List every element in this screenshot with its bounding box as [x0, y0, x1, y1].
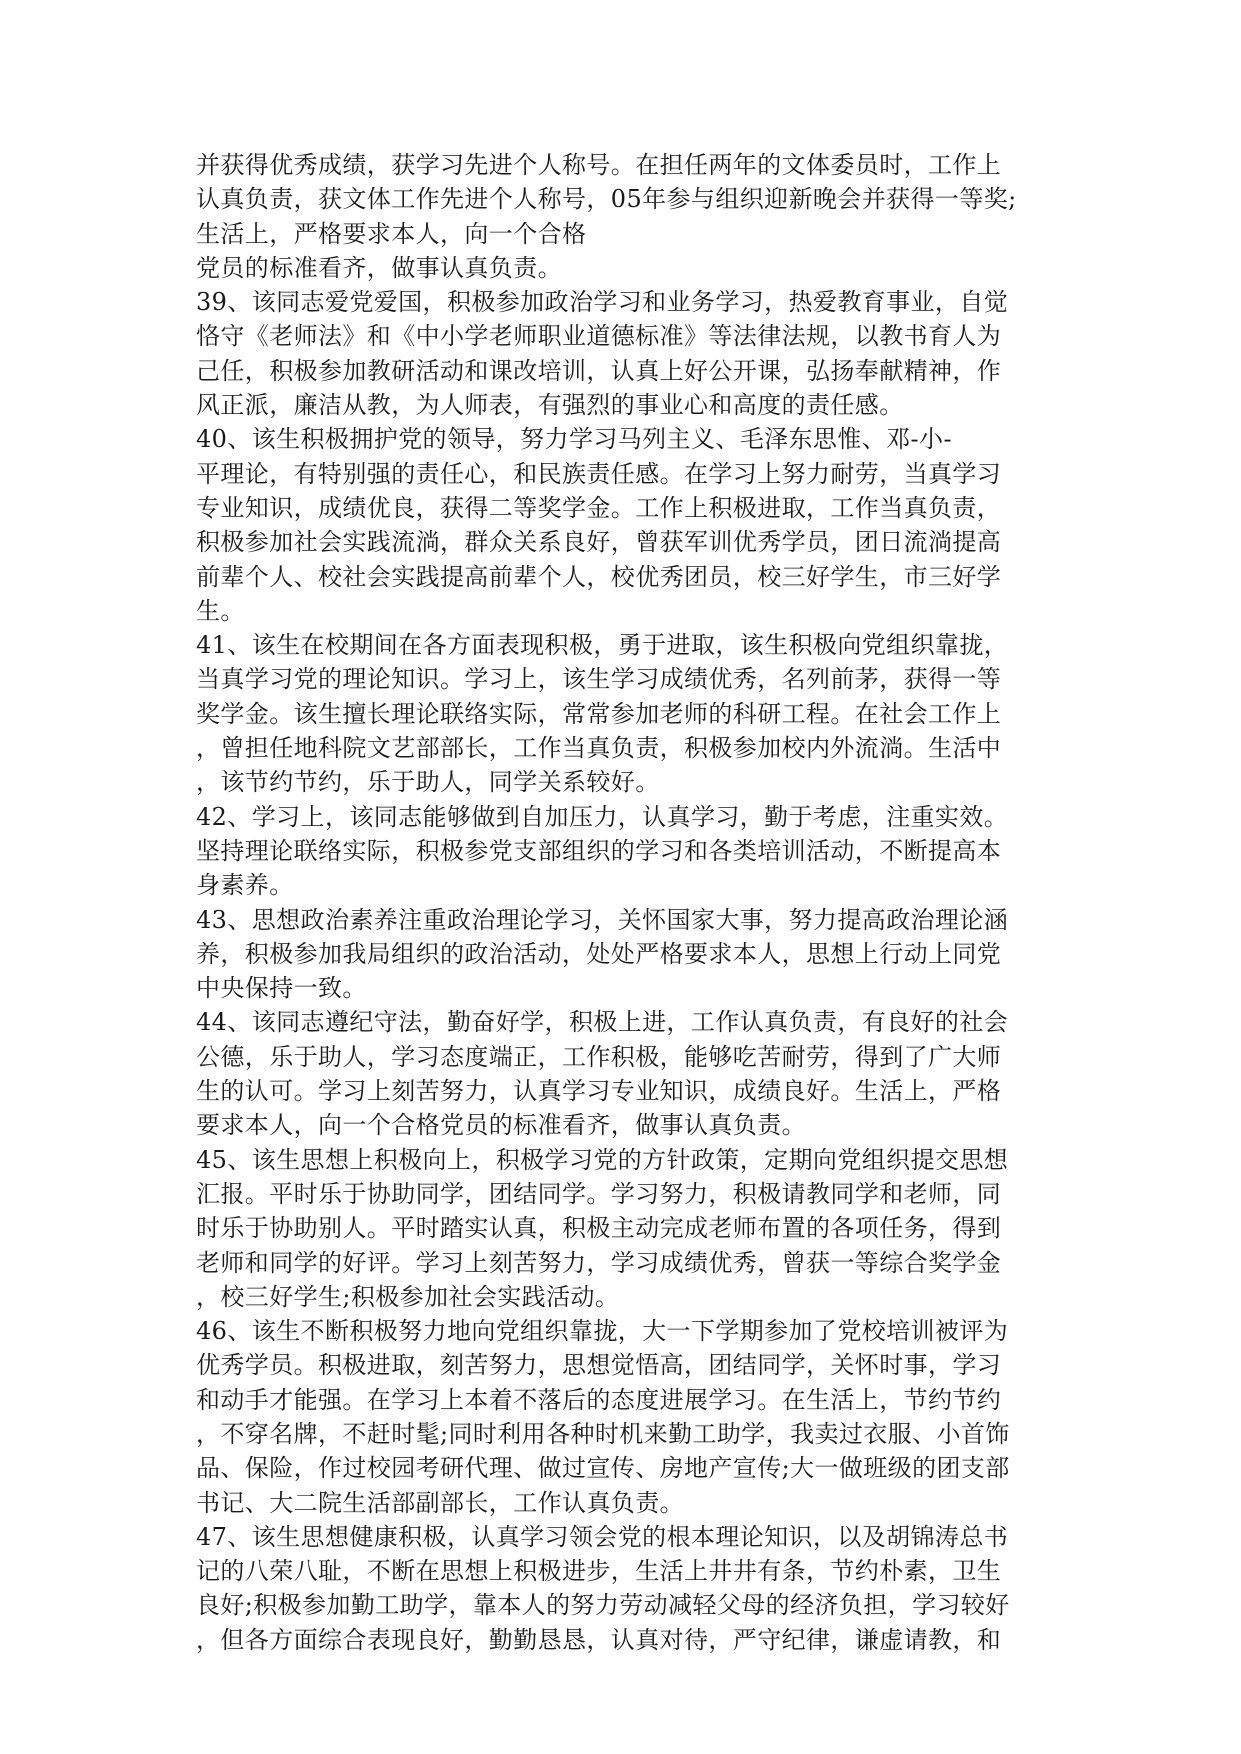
text-line: 47、该生思想健康积极，认真学习领会党的根本理论知识，以及胡锦涛总书	[196, 1522, 1009, 1551]
text-line: 前辈个人、校社会实践提高前辈个人，校优秀团员，校三好学生，市三好学	[196, 562, 1002, 591]
text-line: ，但各方面综合表现良好，勤勤恳恳，认真对待，严守纪律，谦虚请教，和	[196, 1625, 1002, 1654]
text-line: 养，积极参加我局组织的政治活动，处处严格要求本人，思想上行动上同党	[196, 939, 1002, 968]
text-line: 记的八荣八耻，不断在思想上积极进步，生活上井井有条，节约朴素，卫生	[196, 1557, 1002, 1586]
text-line: 党员的标准看齐，做事认真负责。	[196, 253, 562, 282]
text-line: 46、该生不断积极努力地向党组织靠拢，大一下学期参加了党校培训被评为	[196, 1317, 1009, 1346]
document-body	[196, 148, 1056, 1657]
text-line: 45、该生思想上积极向上，积极学习党的方针政策，定期向党组织提交思想	[196, 1145, 1009, 1174]
text-line: ，校三好学生;积极参加社会实践活动。	[196, 1282, 620, 1311]
text-line: 书记、大二院生活部副部长，工作认真负责。	[196, 1488, 684, 1517]
text-line: 积极参加社会实践流淌，群众关系良好，曾获军训优秀学员，团日流淌提高	[196, 528, 1002, 557]
text-line: 44、该同志遵纪守法，勤奋好学，积极上进，工作认真负责，有良好的社会	[196, 1008, 1009, 1037]
text-line: 身素养。	[196, 871, 294, 900]
text-line: 老师和同学的好评。学习上刻苦努力，学习成绩优秀，曾获一等综合奖学金	[196, 1248, 1002, 1277]
text-line: 奖学金。该生擅长理论联络实际，常常参加老师的科研工程。在社会工作上	[196, 699, 1002, 728]
text-line: 优秀学员。积极进取，刻苦努力，思想觉悟高，团结同学，关怀时事，学习	[196, 1351, 1002, 1380]
text-line: 品、保险，作过校园考研代理、做过宣传、房地产宣传;大一做班级的团支部	[196, 1454, 1010, 1483]
text-line: ，不穿名牌，不赶时髦;同时利用各种时机来勤工助学，我卖过衣服、小首饰	[196, 1419, 1010, 1448]
text-line: 41、该生在校期间在各方面表现积极，勇于进取，该生积极向党组织靠拢，	[196, 631, 1009, 660]
text-line: 良好;积极参加勤工助学，靠本人的努力劳动减轻父母的经济负担，学习较好	[196, 1591, 1010, 1620]
text-line: 并获得优秀成绩，获学习先进个人称号。在担任两年的文体委员时，工作上	[196, 151, 1002, 179]
text-line: 汇报。平时乐于协助同学，团结同学。学习努力，积极请教同学和老师，同	[196, 1179, 1002, 1208]
text-line: 43、思想政治素养注重政治理论学习，关怀国家大事，努力提高政治理论涵	[196, 905, 1009, 934]
text-line: ，该节约节约，乐于助人，同学关系较好。	[196, 768, 660, 797]
text-line: 时乐于协助别人。平时踏实认真，积极主动完成老师布置的各项任务，得到	[196, 1214, 1002, 1243]
text-line: 中央保持一致。	[196, 974, 367, 1003]
text-line: 42、学习上，该同志能够做到自加压力，认真学习，勤于考虑，注重实效。	[196, 802, 1009, 831]
text-line: 39、该同志爱党爱国，积极参加政治学习和业务学习，热爱教育事业，自觉	[196, 288, 1009, 317]
text-line: 当真学习党的理论知识。学习上，该生学习成绩优秀，名列前茅，获得一等	[196, 665, 1002, 694]
text-line: 生。	[196, 596, 245, 625]
text-line: 平理论，有特别强的责任心，和民族责任感。在学习上努力耐劳，当真学习	[196, 459, 1002, 488]
text-line: 生的认可。学习上刻苦努力，认真学习专业知识，成绩良好。生活上，严格	[196, 1077, 1002, 1106]
text-line: 恪守《老师法》和《中小学老师职业道德标准》等法律法规，以教书育人为	[196, 322, 1002, 351]
text-line: 公德，乐于助人，学习态度端正，工作积极，能够吃苦耐劳，得到了广大师	[196, 1042, 1002, 1071]
text-line: 和动手才能强。在学习上本着不落后的态度进展学习。在生活上，节约节约	[196, 1385, 1002, 1414]
text-line: 要求本人，向一个合格党员的标准看齐，做事认真负责。	[196, 1111, 806, 1140]
text-line: 坚持理论联络实际，积极参党支部组织的学习和各类培训活动，不断提高本	[196, 836, 1002, 865]
text-line: 40、该生积极拥护党的领导，努力学习马列主义、毛泽东思惟、邓-小-	[196, 425, 952, 454]
text-line: 己任，积极参加教研活动和课改培训，认真上好公开课，弘扬奉献精神，作	[196, 356, 1002, 385]
text-line: ，曾担任地科院文艺部部长，工作当真负责，积极参加校内外流淌。生活中	[196, 734, 1002, 763]
text-line: 风正派，廉洁从教，为人师表，有强烈的事业心和高度的责任感。	[196, 391, 904, 420]
text-line: 专业知识，成绩优良，获得二等奖学金。工作上积极进取，工作当真负责，	[196, 493, 1002, 522]
text-line: 认真负责，获文体工作先进个人称号，05年参与组织迎新晚会并获得一等奖;	[196, 185, 1017, 214]
text-line: 生活上，严格要求本人，向一个合格	[196, 219, 587, 248]
